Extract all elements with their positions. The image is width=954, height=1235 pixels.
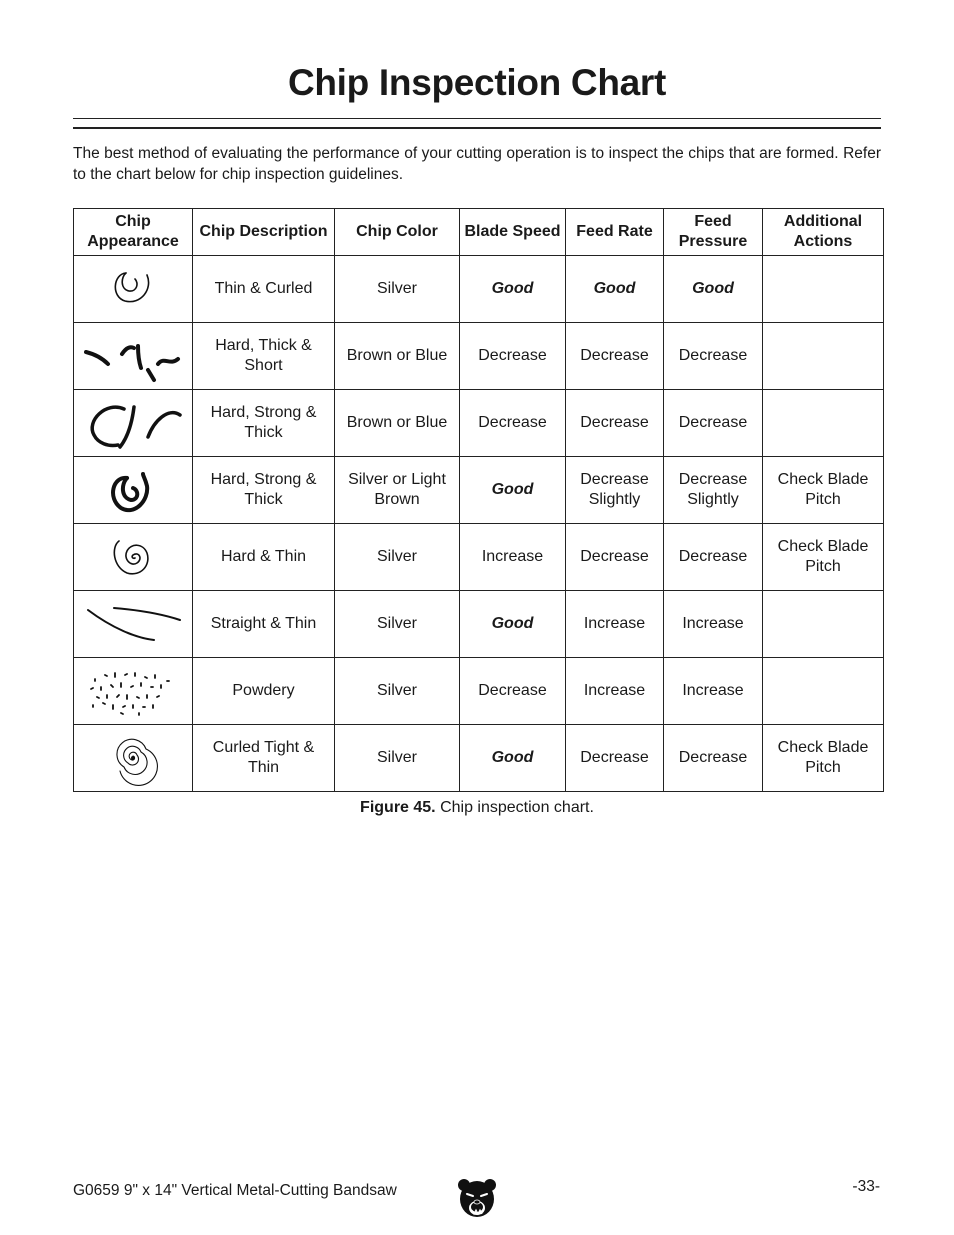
feed-pressure-cell: Decrease — [664, 524, 763, 591]
additional-actions-cell — [763, 256, 884, 323]
feed-rate-cell: Increase — [566, 658, 664, 725]
powdery-chip-icon — [83, 661, 183, 721]
header-additional-actions: Additional Actions — [763, 209, 884, 256]
title-rule-thick — [73, 127, 881, 129]
blade-speed-cell: Decrease — [460, 323, 566, 390]
title-rule-thin — [73, 118, 881, 119]
chip-appearance-cell — [74, 524, 193, 591]
blade-speed-cell: Increase — [460, 524, 566, 591]
blade-speed-cell: Decrease — [460, 390, 566, 457]
table-row — [74, 591, 884, 658]
header-chip-appearance: Chip Appearance — [74, 209, 193, 256]
chip-color-cell: Brown or Blue — [335, 323, 460, 390]
chip-description-cell: Hard, Strong & Thick — [193, 390, 335, 457]
chip-description-cell: Hard & Thin — [193, 524, 335, 591]
feed-pressure-cell: Decrease Slightly — [664, 457, 763, 524]
feed-rate-cell: Decrease — [566, 323, 664, 390]
chip-color-cell: Silver — [335, 658, 460, 725]
feed-pressure-cell: Decrease — [664, 390, 763, 457]
chip-appearance-cell — [74, 323, 193, 390]
chip-appearance-cell — [74, 457, 193, 524]
chip-color-cell: Silver — [335, 256, 460, 323]
intro-paragraph: The best method of evaluating the performance of your cutting operation is to inspect the chips that are formed. Refer to the chart below for chip inspection guidelines. — [73, 145, 881, 183]
blade-speed-cell: Good — [460, 591, 566, 658]
thin-curled-chip-icon — [83, 259, 183, 319]
feed-pressure-cell: Decrease — [664, 323, 763, 390]
additional-actions-cell — [763, 591, 884, 658]
straight-thin-chip-icon — [78, 594, 190, 654]
chip-description-cell: Powdery — [193, 658, 335, 725]
blade-speed-cell: Decrease — [460, 658, 566, 725]
blade-speed-cell: Good — [460, 457, 566, 524]
feed-rate-cell: Increase — [566, 591, 664, 658]
chip-description-cell: Thin & Curled — [193, 256, 335, 323]
chip-color-cell: Silver — [335, 725, 460, 792]
chip-color-cell: Silver — [335, 524, 460, 591]
header-blade-speed: Blade Speed — [460, 209, 566, 256]
table-row — [74, 390, 884, 457]
page-number: -33- — [852, 1178, 880, 1195]
hard-thick-short-chip-icon — [78, 326, 190, 386]
feed-rate-cell: Decrease — [566, 390, 664, 457]
chip-description-cell: Curled Tight & Thin — [193, 725, 335, 792]
feed-rate-cell: Decrease Slightly — [566, 457, 664, 524]
hard-strong-thick-coil-chip-icon — [83, 460, 183, 520]
chip-color-cell: Silver or Light Brown — [335, 457, 460, 524]
feed-rate-cell: Decrease — [566, 725, 664, 792]
header-chip-color: Chip Color — [335, 209, 460, 256]
chip-appearance-cell — [74, 256, 193, 323]
hard-strong-thick-chip-icon — [78, 393, 190, 453]
blade-speed-cell: Good — [460, 256, 566, 323]
chip-color-cell: Brown or Blue — [335, 390, 460, 457]
header-feed-rate: Feed Rate — [566, 209, 664, 256]
additional-actions-cell — [763, 658, 884, 725]
table-header-row — [74, 209, 884, 256]
table-row — [74, 256, 884, 323]
table-row — [74, 524, 884, 591]
curled-tight-thin-chip-icon — [83, 728, 183, 788]
figure-caption — [0, 799, 954, 817]
figure-label: Figure 45. — [360, 799, 436, 816]
feed-pressure-cell: Increase — [664, 658, 763, 725]
header-chip-description: Chip Description — [193, 209, 335, 256]
chip-inspection-table — [73, 208, 884, 792]
footer-model-title: G0659 9" x 14" Vertical Metal-Cutting Bandsaw — [73, 1182, 397, 1199]
hard-thin-spiral-chip-icon — [83, 527, 183, 587]
page-title: Chip Inspection Chart — [287, 62, 667, 103]
table-row — [74, 658, 884, 725]
additional-actions-cell: Check Blade Pitch — [763, 524, 884, 591]
bear-head-logo-icon — [457, 1177, 497, 1221]
chip-description-cell: Straight & Thin — [193, 591, 335, 658]
additional-actions-cell: Check Blade Pitch — [763, 457, 884, 524]
figure-caption-text: Chip inspection chart. — [435, 799, 594, 816]
chip-color-cell: Silver — [335, 591, 460, 658]
feed-rate-cell: Decrease — [566, 524, 664, 591]
additional-actions-cell — [763, 390, 884, 457]
blade-speed-cell: Good — [460, 725, 566, 792]
chip-appearance-cell — [74, 591, 193, 658]
table-row — [74, 323, 884, 390]
feed-pressure-cell: Decrease — [664, 725, 763, 792]
header-feed-pressure: Feed Pressure — [664, 209, 763, 256]
feed-pressure-cell: Good — [664, 256, 763, 323]
chip-description-cell: Hard, Thick & Short — [193, 323, 335, 390]
table-row — [74, 725, 884, 792]
chip-appearance-cell — [74, 390, 193, 457]
chip-description-cell: Hard, Strong & Thick — [193, 457, 335, 524]
chip-appearance-cell — [74, 658, 193, 725]
additional-actions-cell — [763, 323, 884, 390]
feed-pressure-cell: Increase — [664, 591, 763, 658]
additional-actions-cell: Check Blade Pitch — [763, 725, 884, 792]
feed-rate-cell: Good — [566, 256, 664, 323]
chip-appearance-cell — [74, 725, 193, 792]
table-row — [74, 457, 884, 524]
